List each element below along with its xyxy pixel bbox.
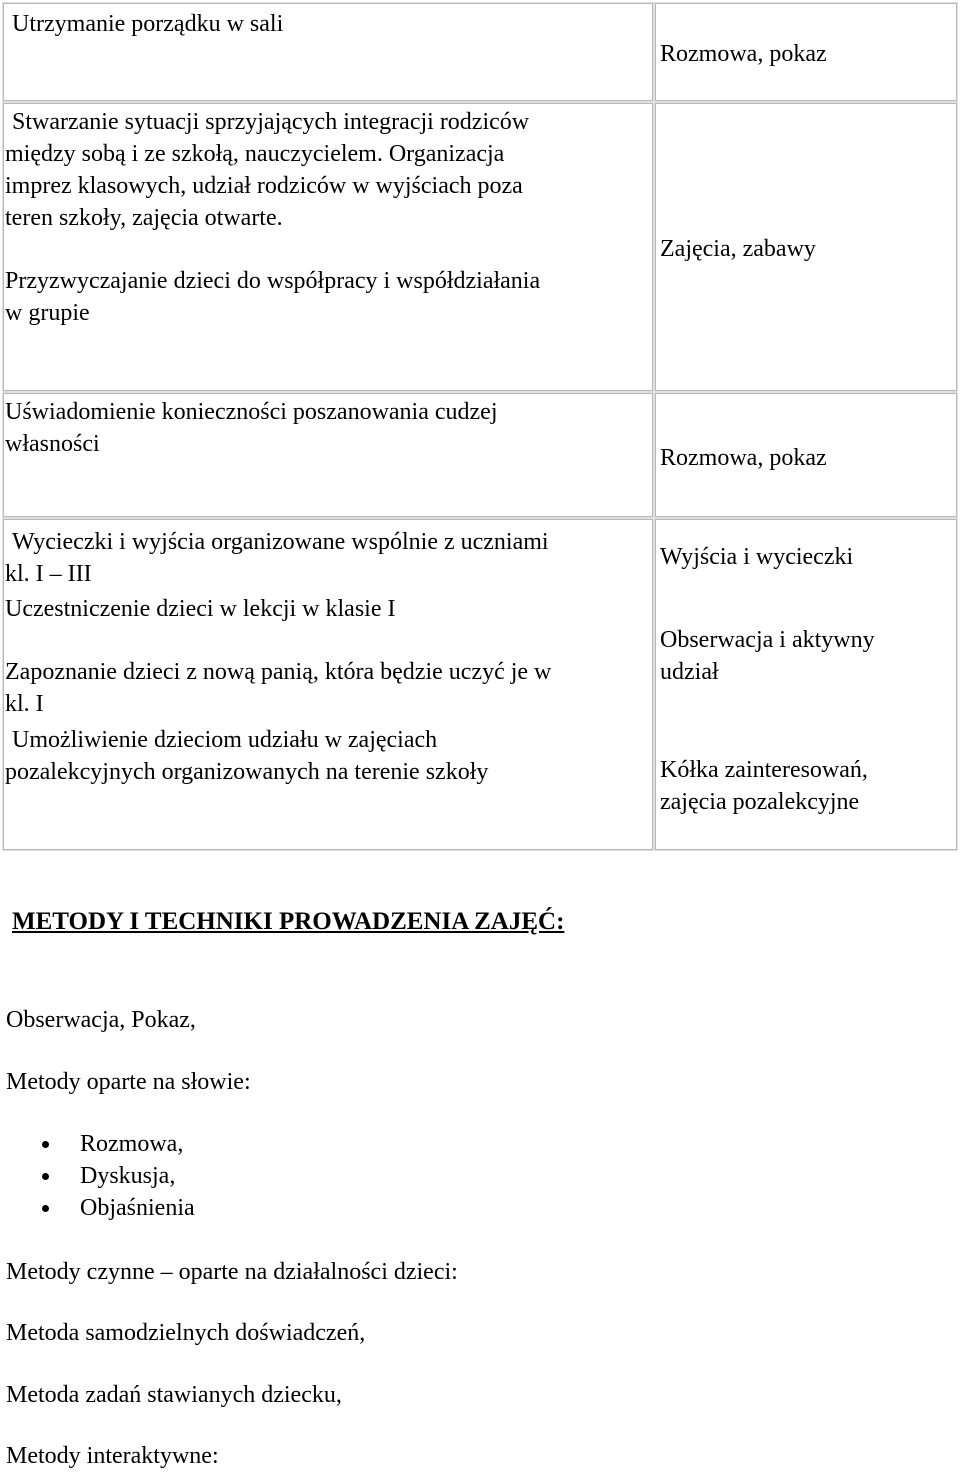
paragraph-active-methods: Metody czynne – oparte na działalności dzieci: bbox=[6, 1259, 458, 1285]
row2-left-line-6: w grupie bbox=[5, 300, 90, 326]
row4-right-line-2: Obserwacja i aktywny bbox=[660, 627, 875, 653]
list-item bbox=[0, 1160, 195, 1192]
bullet-icon bbox=[42, 1141, 49, 1148]
paragraph-observation: Obserwacja, Pokaz, bbox=[6, 1007, 196, 1033]
row1-right-line-1: Rozmowa, pokaz bbox=[660, 41, 827, 67]
list-item-label: Objaśnienia bbox=[80, 1195, 195, 1221]
bullet-icon bbox=[42, 1205, 49, 1212]
paragraph-interactive: Metody interaktywne: bbox=[6, 1443, 219, 1469]
paragraph-tasks: Metoda zadań stawianych dziecku, bbox=[6, 1382, 342, 1408]
row4-left-line-6: Umożliwienie dzieciom udziału w zajęciach bbox=[12, 727, 438, 753]
paragraph-self-experiments: Metoda samodzielnych doświadczeń, bbox=[6, 1320, 366, 1346]
row3-left-line-2: własności bbox=[5, 431, 100, 457]
paragraph-verbal-methods: Metody oparte na słowie: bbox=[6, 1069, 251, 1095]
list-item bbox=[0, 1128, 195, 1160]
row4-left-line-5: kl. I bbox=[5, 691, 44, 717]
row2-left-line-4: teren szkoły, zajęcia otwarte. bbox=[5, 205, 283, 231]
row1-left-line-1: Utrzymanie porządku w sali bbox=[12, 11, 284, 37]
section-title: METODY I TECHNIKI PROWADZENIA ZAJĘĆ: bbox=[12, 908, 565, 935]
row4-left-line-3: Uczestniczenie dzieci w lekcji w klasie I bbox=[5, 596, 396, 622]
row4-right-line-5: zajęcia pozalekcyjne bbox=[660, 789, 860, 815]
row2-left-line-3: imprez klasowych, udział rodziców w wyjściach poza bbox=[5, 173, 523, 199]
row4-left-line-7: pozalekcyjnych organizowanych na terenie szkoły bbox=[5, 759, 489, 785]
row4-left-line-4: Zapoznanie dzieci z nową panią, która będzie uczyć je w bbox=[5, 659, 552, 685]
list-item bbox=[0, 1192, 195, 1224]
row4-left-line-2: kl. I – III bbox=[5, 561, 92, 587]
bullet-icon bbox=[42, 1173, 49, 1180]
list-item-label: Dyskusja, bbox=[80, 1163, 176, 1189]
row2-left-line-2: między sobą i ze szkołą, nauczycielem. Organizacja bbox=[5, 141, 505, 167]
row2-right-line-1: Zajęcia, zabawy bbox=[660, 236, 816, 262]
row3-right-line-1: Rozmowa, pokaz bbox=[660, 445, 827, 471]
row4-right-line-4: Kółka zainteresowań, bbox=[660, 757, 868, 783]
row4-right-line-1: Wyjścia i wycieczki bbox=[660, 544, 854, 570]
row4-right-line-3: udział bbox=[660, 659, 719, 685]
row3-left-line-1: Uświadomienie konieczności poszanowania cudzej bbox=[5, 399, 498, 425]
row2-left-line-5: Przyzwyczajanie dzieci do współpracy i współdziałania bbox=[5, 268, 541, 294]
row2-left-line-1: Stwarzanie sytuacji sprzyjających integracji rodziców bbox=[12, 109, 530, 135]
row4-left-line-1: Wycieczki i wyjścia organizowane wspólnie z uczniami bbox=[12, 529, 549, 555]
bullet-list bbox=[0, 1128, 195, 1224]
list-item-label: Rozmowa, bbox=[80, 1131, 184, 1157]
